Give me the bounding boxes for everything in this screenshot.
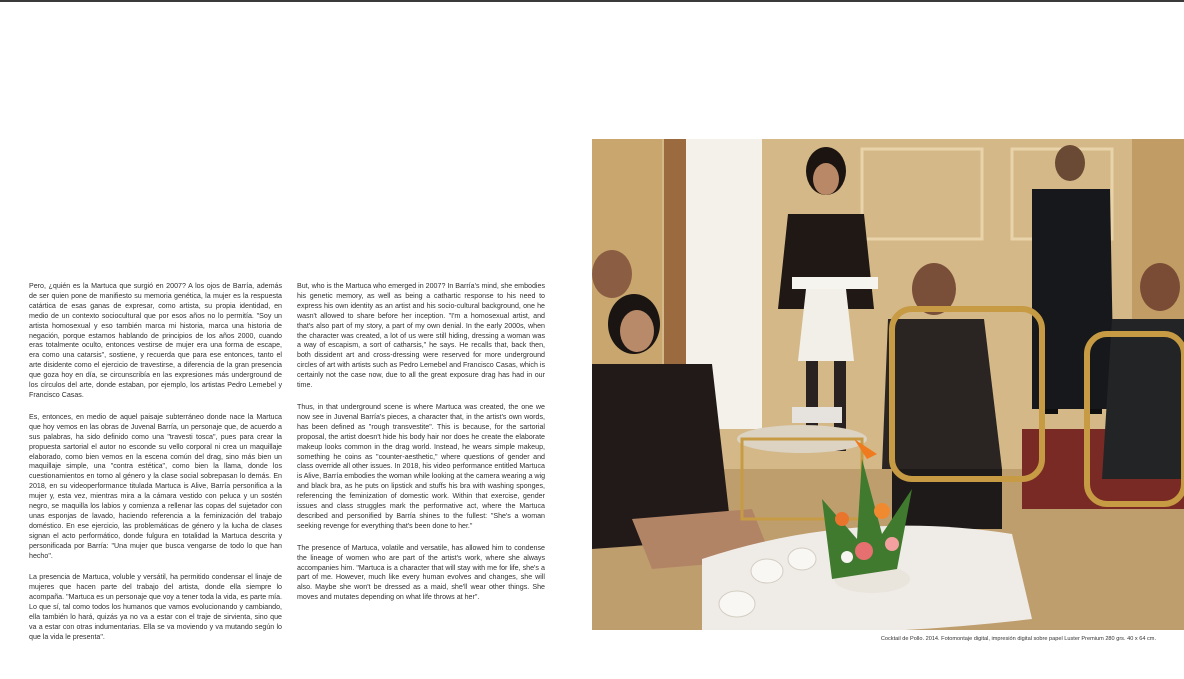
- english-paragraph-3: The presence of Martuca, volatile and versatile, has allowed him to condense the lineage of women who are part of the artist's work, where she always accompanies him. "Martuca is a character that will stay with me for life, she's a part of me. However, much like every human evolves and changes, she will also. Maybe she won't be dressed as a maid, she'll wear other things. She moves and mutates depending on what life throws at her".: [297, 543, 545, 602]
- artwork-photo-illustration: [592, 139, 1184, 630]
- photo-caption: Cocktail de Pollo. 2014. Fotomontaje digital, impresión digital sobre papel Luster Premium 280 grs. 40 x 64 cm.: [880, 636, 1156, 642]
- spanish-text-column: [29, 282, 282, 655]
- spanish-paragraph-2: Es, entonces, en medio de aquel paisaje subterráneo donde nace la Martuca que hoy vemos en las obras de Juvenal Barría, un personaje que, de acuerdo a sus palabras, ha sido definido como una "travesti tosca", pues para crear la propuesta sartorial el autor no esconde su vello corporal ni crea un maquillaje elaborado, como bien vemos en la escena común del drag, sino más bien un maquillaje simple, una "contra estética", como bien la llama, donde los cuestionamientos en torno al género y la clase social sobrepasan lo demás. En 2018, en su videoperformance titulada Martuca is Alive, Barría personifica a la mujer y, esta vez, mientras mira a la cámara vestido con peluca y un sostén negro, se maquilla los labios y comienza a rellenar las copas del sujetador con unas esponjas de lavado, haciendo referencia a la feminización del trabajo doméstico. En ese ejercicio, las problemáticas de género y la lucha de clases signan el acto performático, donde fulgura en totalidad la Martuca descrita y personificada por Barría: "Una mujer que busca vengarse de todo lo que han hecho".: [29, 412, 282, 560]
- english-paragraph-2: Thus, in that underground scene is where Martuca was created, the one we now see in Juvenal Barría's pieces, a character that, in the artist's own words, has been defined as "rough transvestite". This is because, for the sartorial proposal, the artist doesn't hide his body hair nor does he create the elaborate makeup looks common in the drag world. Instead, he wears simple makeup, something he coins as "counter-aesthetic," where questions of gender and class override all other issues. In 2018, his video performance entitled Martuca is Alive, Barría embodies the woman while looking at the camera wearing a wig and black bra, as he puts on lipstick and stuffs his bra with washing sponges, referencing the feminization of domestic work. Within that exercise, gender issues and class struggles mark the performative act, where the Martuca described and personified by Barría shines to the fullest: "She's a woman seeking revenge for everything that's been done to her.": [297, 402, 546, 530]
- spanish-paragraph-3: La presencia de Martuca, voluble y versátil, ha permitido condensar el linaje de mujeres que hacen parte del trabajo del artista, donde ella siempre lo acompaña. "Martuca es un personaje que voy a tener toda la vida, es parte mía. Lo que sí, tal como todos los humanos que vamos evolucionando y cambiando, ella también lo hará, quizás ya no va a estar con el traje de sirvienta, sino que va a estar con otras indumentarias. Ella se va moviendo y va mutando según lo que la vida le presenta".: [29, 573, 282, 641]
- top-rule: [0, 0, 1184, 2]
- spanish-paragraph-1: Pero, ¿quién es la Martuca que surgió en 2007? A los ojos de Barría, además de ser quien pone de manifiesto su memoria genética, la mujer es la respuesta catártica de esas ganas de expresar, como artista, su propia identidad, en medio de un contexto sociocultural que por esos años no lo permitía. "Soy un artista homosexual y eso también marca mi historia, marca una historia de negación, porque estamos hablando de principios de los años 2000, cuando eras totalmente oculto, entonces vestirse de mujer era una forma de escape, era como una catarsis", sostiene, y recuerda que para ese entonces, tanto el arte disidente como el ejercicio de travestirse, a diferencia de la gran presencia que goza hoy en día, se circunscribía en las expresiones más underground de los círculos del arte, donde estaban, por ejemplo, los artistas Pedro Lemebel y Francisco Casas.: [29, 282, 282, 399]
- artwork-photo: [592, 139, 1184, 630]
- english-paragraph-1: But, who is the Martuca who emerged in 2007? In Barría's mind, she embodies his genetic memory, as well as being a cathartic response to his need to express his own identity as an artist and his socio-cultural background, one he wasn't allowed to share before her inception. "I'm a homosexual artist, and that's also part of my story, a part of my own denial. In the early 2000s, when the character was created, a lot of us were still hiding, dressing a woman was a way of escapism, a sort of catharsis," he says. He recalls that, back then, both dissident art and cross-dressing were reserved for more underground circles of art with artists such as Pedro Lemebel and Francisco Casas, which is certainly not the case now, due to all the great exposure drag has had in our time.: [297, 282, 545, 390]
- english-text-column: [297, 282, 545, 615]
